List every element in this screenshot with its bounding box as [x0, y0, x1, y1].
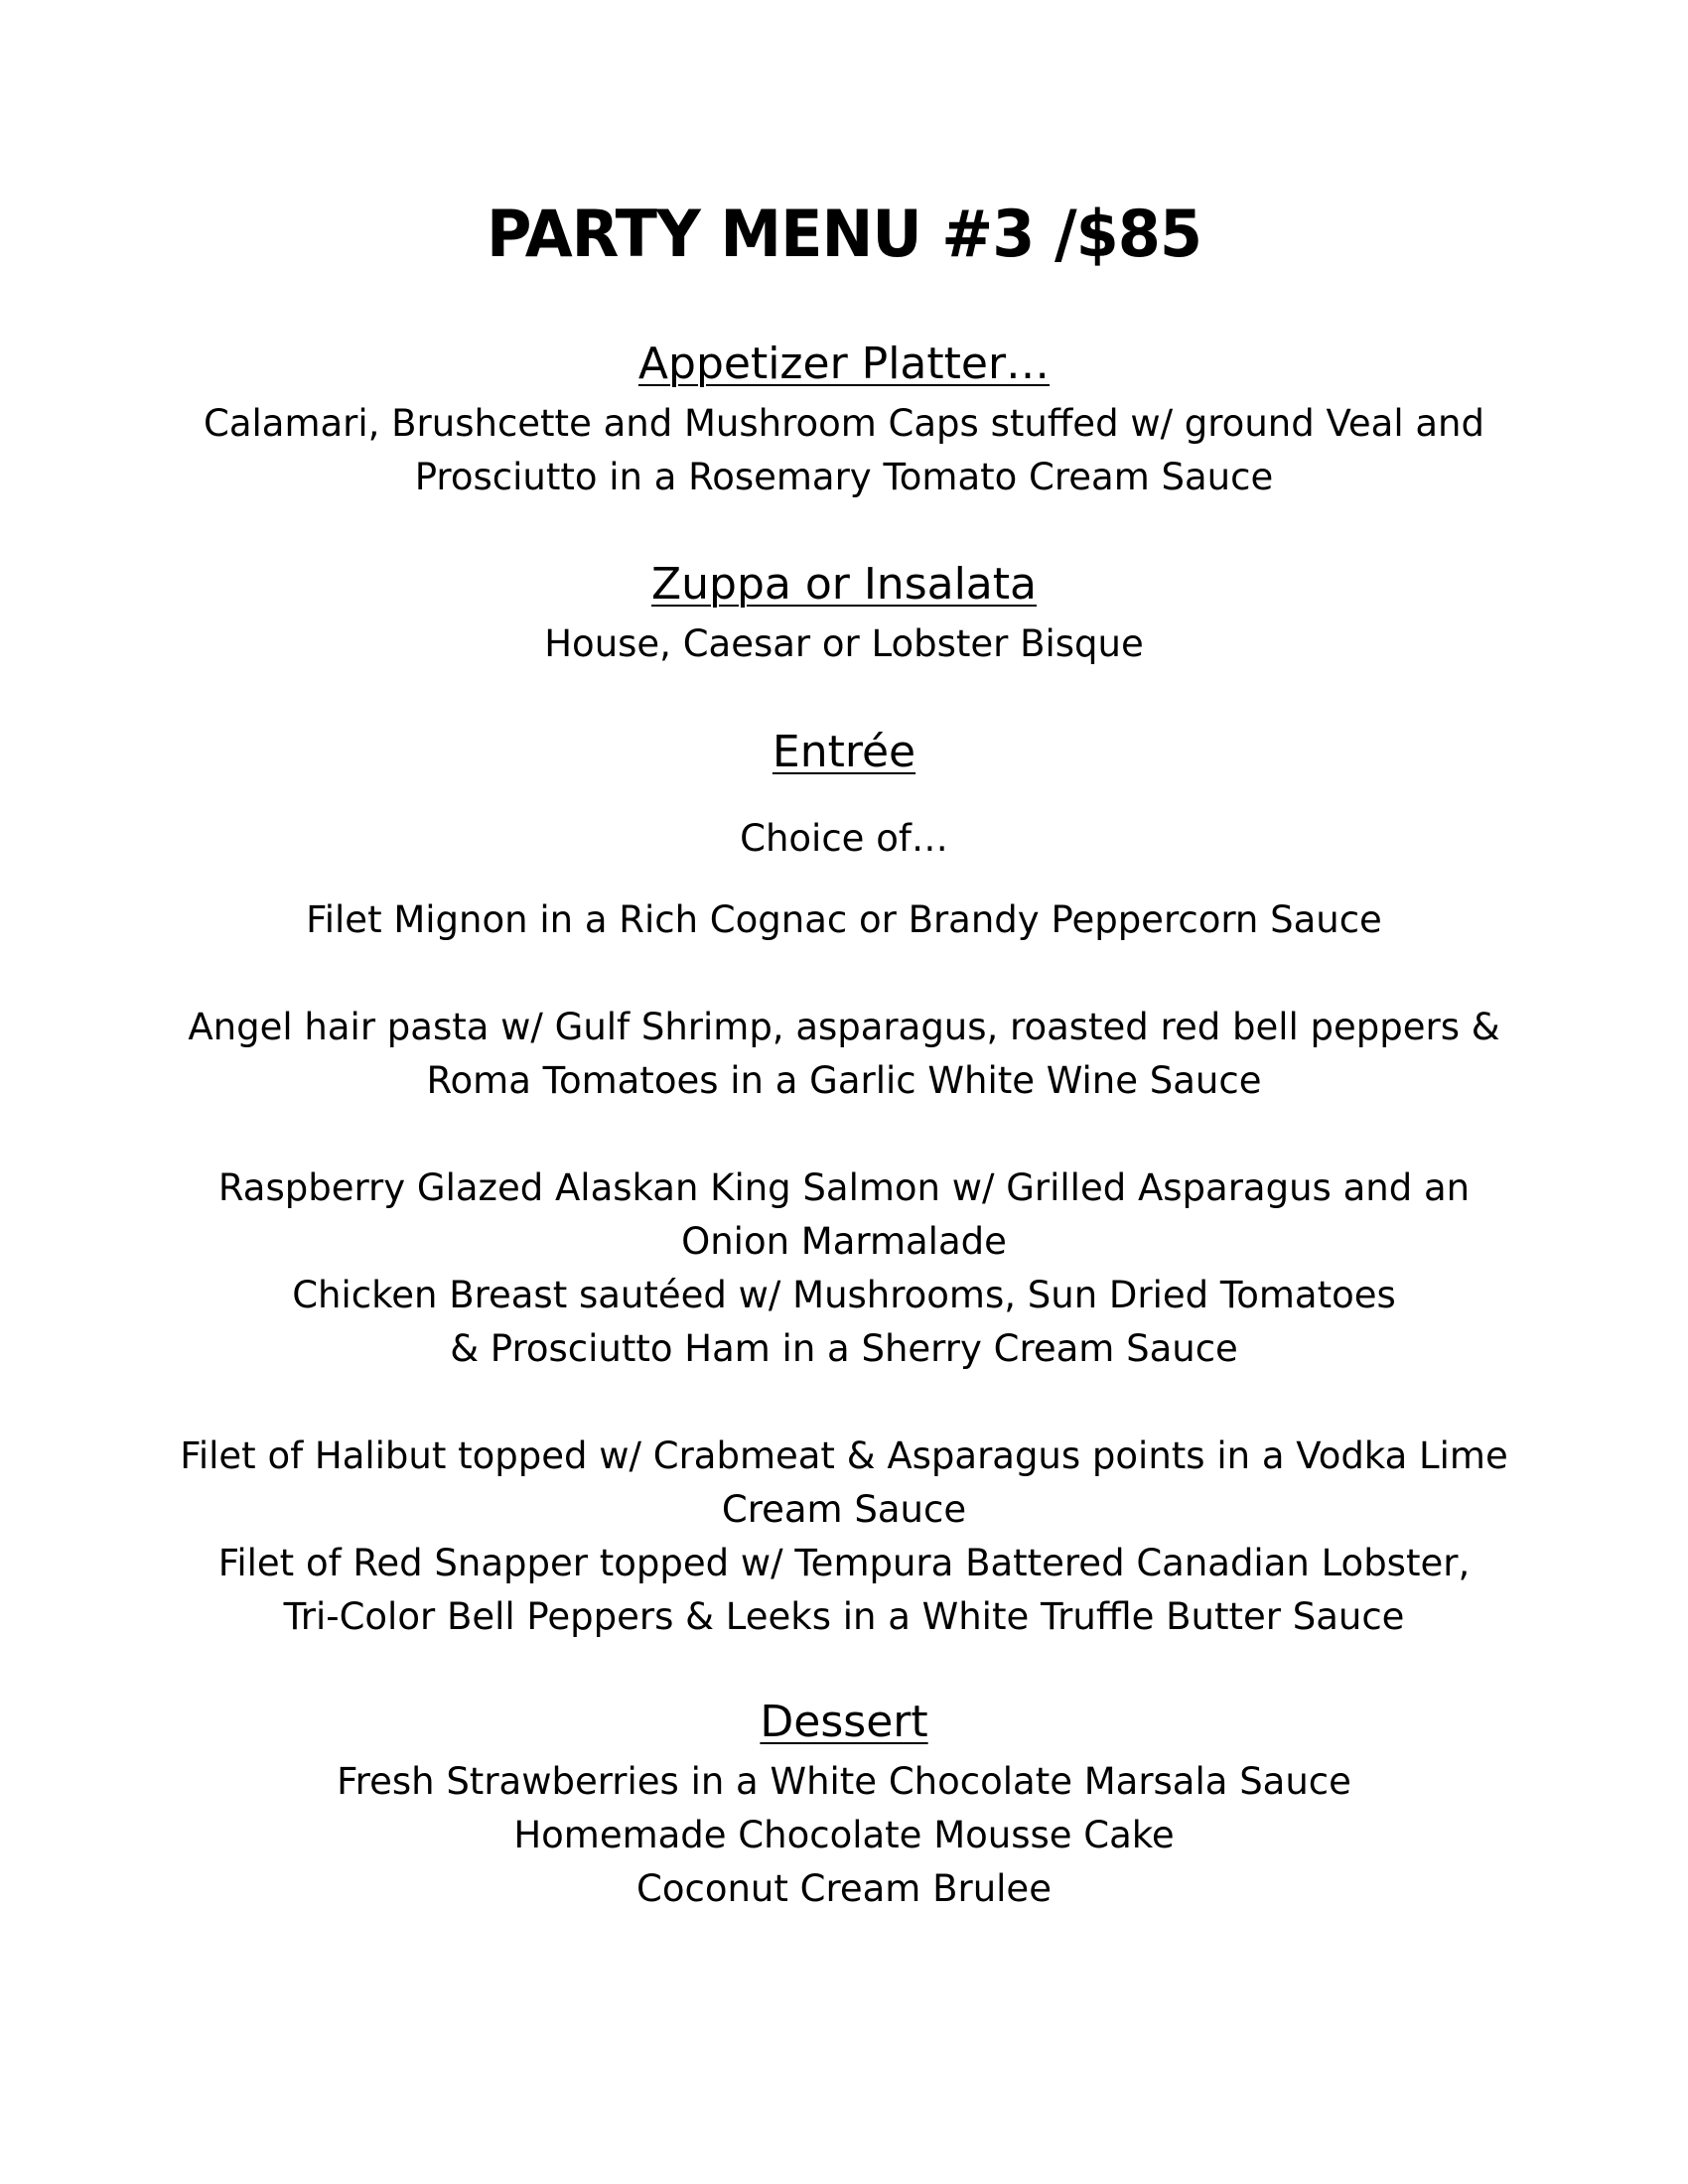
appetizer-line: Calamari, Brushcette and Mushroom Caps stuffed w/ ground Veal and [203, 402, 1484, 445]
dessert-line: Homemade Chocolate Mousse Cake [513, 1814, 1175, 1856]
entree-line: Angel hair pasta w/ Gulf Shrimp, asparagus, roasted red bell peppers & [188, 1006, 1500, 1048]
dessert-heading: Dessert [760, 1697, 928, 1747]
entree-line: Filet of Red Snapper topped w/ Tempura Battered Canadian Lobster, [217, 1542, 1471, 1584]
entree-line: Cream Sauce [721, 1488, 967, 1531]
entree-line: & Prosciutto Ham in a Sherry Cream Sauce [450, 1327, 1238, 1370]
entree-line: Raspberry Glazed Alaskan King Salmon w/ Grilled Asparagus and an [217, 1166, 1471, 1209]
entree-line: Tri-Color Bell Peppers & Leeks in a White Truffle Butter Sauce [283, 1595, 1405, 1638]
menu-title: PARTY MENU #3 /$85 [486, 196, 1202, 272]
entree-line: Filet of Halibut topped w/ Crabmeat & Asparagus points in a Vodka Lime [180, 1434, 1508, 1477]
appetizer-heading: Appetizer Platter… [637, 339, 1051, 389]
dessert-line: Coconut Cream Brulee [636, 1867, 1052, 1910]
entree-heading: Entrée [772, 727, 916, 777]
entree-line: Chicken Breast sautéed w/ Mushrooms, Sun Dried Tomatoes [292, 1274, 1396, 1316]
dessert-line: Fresh Strawberries in a White Chocolate Marsala Sauce [337, 1760, 1351, 1803]
entree-line: Onion Marmalade [681, 1220, 1007, 1263]
zuppa-heading: Zuppa or Insalata [651, 559, 1037, 610]
entree-line: Filet Mignon in a Rich Cognac or Brandy Peppercorn Sauce [306, 898, 1382, 941]
appetizer-line: Prosciutto in a Rosemary Tomato Cream Sauce [414, 456, 1274, 498]
zuppa-line: House, Caesar or Lobster Bisque [544, 622, 1144, 665]
entree-line: Roma Tomatoes in a Garlic White Wine Sauce [426, 1059, 1262, 1102]
entree-intro: Choice of… [740, 817, 948, 860]
